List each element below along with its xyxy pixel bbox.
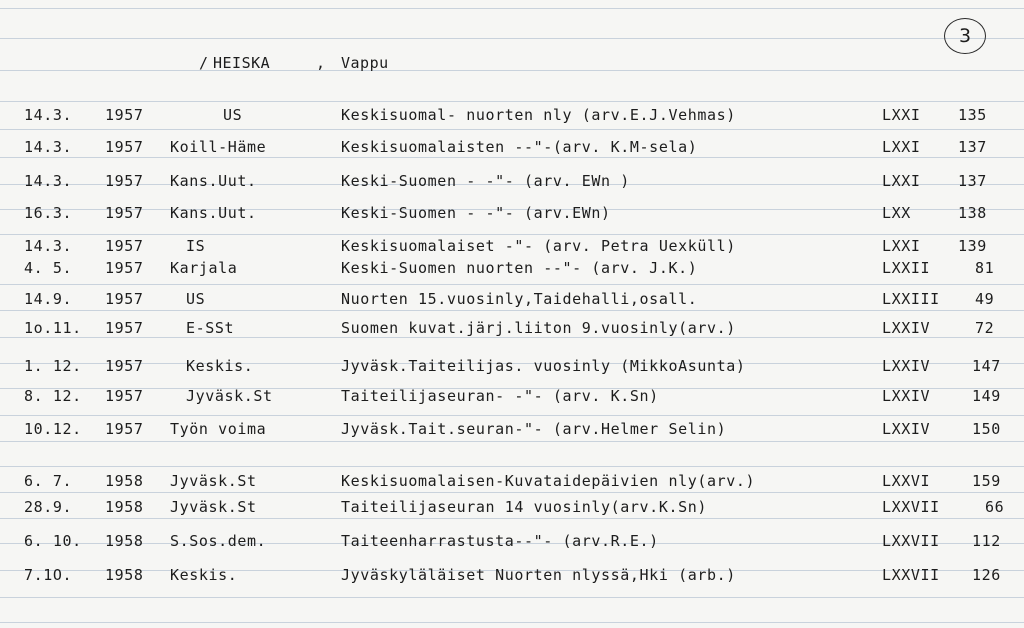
entry-page: 137 [958, 172, 987, 190]
entry-date: 1o.11. [24, 319, 82, 337]
entry-page: 150 [972, 420, 1001, 438]
entry-title: Taiteilijaseuran 14 vuosinly(arv.K.Sn) [341, 498, 707, 516]
header-slash: / [199, 54, 209, 72]
entry-paper: Keskis. [170, 566, 238, 584]
entry-date: 14.3. [24, 138, 73, 156]
entry-title: Keski-Suomen - -"- (arv.EWn) [341, 204, 611, 222]
entry-year: 1957 [105, 172, 144, 190]
entry-volume: LXXII [882, 259, 931, 277]
entry-paper: Koill-Häme [170, 138, 267, 156]
entry-title: Keskisuomalaisen-Kuvataidepäivien nly(arv.) [341, 472, 756, 490]
entry-year: 1958 [105, 532, 144, 550]
entry-year: 1957 [105, 204, 144, 222]
entry-volume: LXX [882, 204, 911, 222]
entry-row [0, 287, 1024, 311]
entry-page: 112 [972, 532, 1001, 550]
entry-row [0, 384, 1024, 408]
entry-volume: LXXI [882, 138, 921, 156]
entry-row [0, 417, 1024, 441]
entry-row [0, 234, 1024, 258]
entry-year: 1957 [105, 420, 144, 438]
ruled-line [0, 441, 1024, 442]
entry-title: Jyväsk.Tait.seuran-"- (arv.Helmer Selin) [341, 420, 727, 438]
entry-paper: Karjala [170, 259, 238, 277]
ruled-line [0, 38, 1024, 39]
entry-title: Nuorten 15.vuosinly,Taidehalli,osall. [341, 290, 698, 308]
entry-row [0, 135, 1024, 159]
entry-page: 149 [972, 387, 1001, 405]
entry-year: 1957 [105, 237, 144, 255]
entry-volume: LXXVI [882, 472, 931, 490]
entry-date: 14.9. [24, 290, 73, 308]
entry-year: 1958 [105, 566, 144, 584]
entry-row [0, 169, 1024, 193]
entry-date: 1. 12. [24, 357, 82, 375]
ruled-line [0, 284, 1024, 285]
entry-row [0, 201, 1024, 225]
entry-date: 6. 10. [24, 532, 82, 550]
ruled-line [0, 415, 1024, 416]
entry-year: 1957 [105, 387, 144, 405]
ruled-line [0, 466, 1024, 467]
entry-year: 1957 [105, 290, 144, 308]
entry-page: 126 [972, 566, 1001, 584]
entry-row [0, 103, 1024, 127]
entry-date: 6. 7. [24, 472, 73, 490]
entry-page: 66 [985, 498, 1005, 516]
entry-date: 4. 5. [24, 259, 73, 277]
entry-paper: Kans.Uut. [170, 204, 257, 222]
entry-date: 7.1O. [24, 566, 73, 584]
entry-date: 10.12. [24, 420, 82, 438]
entry-page: 49 [975, 290, 995, 308]
entry-title: Keski-Suomen - -"- (arv. EWn ) [341, 172, 630, 190]
entry-volume: LXXVII [882, 566, 940, 584]
entry-date: 14.3. [24, 172, 73, 190]
entry-title: Keski-Suomen nuorten --"- (arv. J.K.) [341, 259, 698, 277]
entry-date: 14.3. [24, 106, 73, 124]
entry-paper: US [223, 106, 243, 124]
entry-row [0, 529, 1024, 553]
entry-page: 139 [958, 237, 987, 255]
entry-page: 81 [975, 259, 995, 277]
entry-volume: LXXIV [882, 319, 931, 337]
entry-year: 1957 [105, 138, 144, 156]
entry-volume: LXXIV [882, 420, 931, 438]
artist-surname: HEISKA [213, 54, 271, 72]
entry-page: 147 [972, 357, 1001, 375]
ruled-line [0, 8, 1024, 9]
entry-volume: LXXVII [882, 498, 940, 516]
entry-volume: LXXIV [882, 357, 931, 375]
entry-title: Suomen kuvat.järj.liiton 9.vuosinly(arv.) [341, 319, 736, 337]
entry-page: 135 [958, 106, 987, 124]
entry-paper: US [186, 290, 206, 308]
entry-paper: S.Sos.dem. [170, 532, 267, 550]
entry-page: 138 [958, 204, 987, 222]
entry-paper: Kans.Uut. [170, 172, 257, 190]
artist-given-name: Vappu [341, 54, 389, 72]
entry-year: 1958 [105, 498, 144, 516]
entry-row [0, 354, 1024, 378]
entry-paper: E-SSt [186, 319, 235, 337]
ruled-line [0, 597, 1024, 598]
entry-paper: Jyväsk.St [170, 472, 257, 490]
card-header [0, 52, 1024, 76]
entry-row [0, 469, 1024, 493]
entry-year: 1957 [105, 319, 144, 337]
header-comma: , [316, 54, 326, 72]
entry-title: Jyväskyläläiset Nuorten nlyssä,Hki (arb.) [341, 566, 736, 584]
entry-page: 137 [958, 138, 987, 156]
entry-page: 72 [975, 319, 995, 337]
entry-year: 1958 [105, 472, 144, 490]
entry-date: 16.3. [24, 204, 73, 222]
entry-row [0, 316, 1024, 340]
entry-volume: LXXI [882, 172, 921, 190]
entry-volume: LXXIII [882, 290, 940, 308]
entry-volume: LXXVII [882, 532, 940, 550]
entry-paper: IS [186, 237, 206, 255]
entry-title: Keskisuomalaiset -"- (arv. Petra Uexküll) [341, 237, 736, 255]
entry-row [0, 495, 1024, 519]
entry-year: 1957 [105, 357, 144, 375]
entry-paper: Työn voima [170, 420, 267, 438]
entry-paper: Jyväsk.St [186, 387, 273, 405]
entry-title: Taiteilijaseuran- -"- (arv. K.Sn) [341, 387, 659, 405]
ruled-line [0, 101, 1024, 102]
entry-paper: Keskis. [186, 357, 254, 375]
entry-volume: LXXI [882, 237, 921, 255]
entry-paper: Jyväsk.St [170, 498, 257, 516]
entry-page: 159 [972, 472, 1001, 490]
ruled-line [0, 129, 1024, 130]
entry-date: 28.9. [24, 498, 73, 516]
entry-date: 8. 12. [24, 387, 82, 405]
entry-row [0, 563, 1024, 587]
entry-title: Keskisuomalaisten --"-(arv. K.M-sela) [341, 138, 698, 156]
entry-date: 14.3. [24, 237, 73, 255]
ruled-line [0, 622, 1024, 623]
card-number-circle: 3 [944, 18, 986, 54]
entry-volume: LXXIV [882, 387, 931, 405]
entry-year: 1957 [105, 106, 144, 124]
entry-title: Keskisuomal- nuorten nly (arv.E.J.Vehmas) [341, 106, 736, 124]
entry-row [0, 256, 1024, 280]
entry-volume: LXXI [882, 106, 921, 124]
entry-title: Taiteenharrastusta--"- (arv.R.E.) [341, 532, 659, 550]
entry-title: Jyväsk.Taiteilijas. vuosinly (MikkoAsunta) [341, 357, 746, 375]
entry-year: 1957 [105, 259, 144, 277]
